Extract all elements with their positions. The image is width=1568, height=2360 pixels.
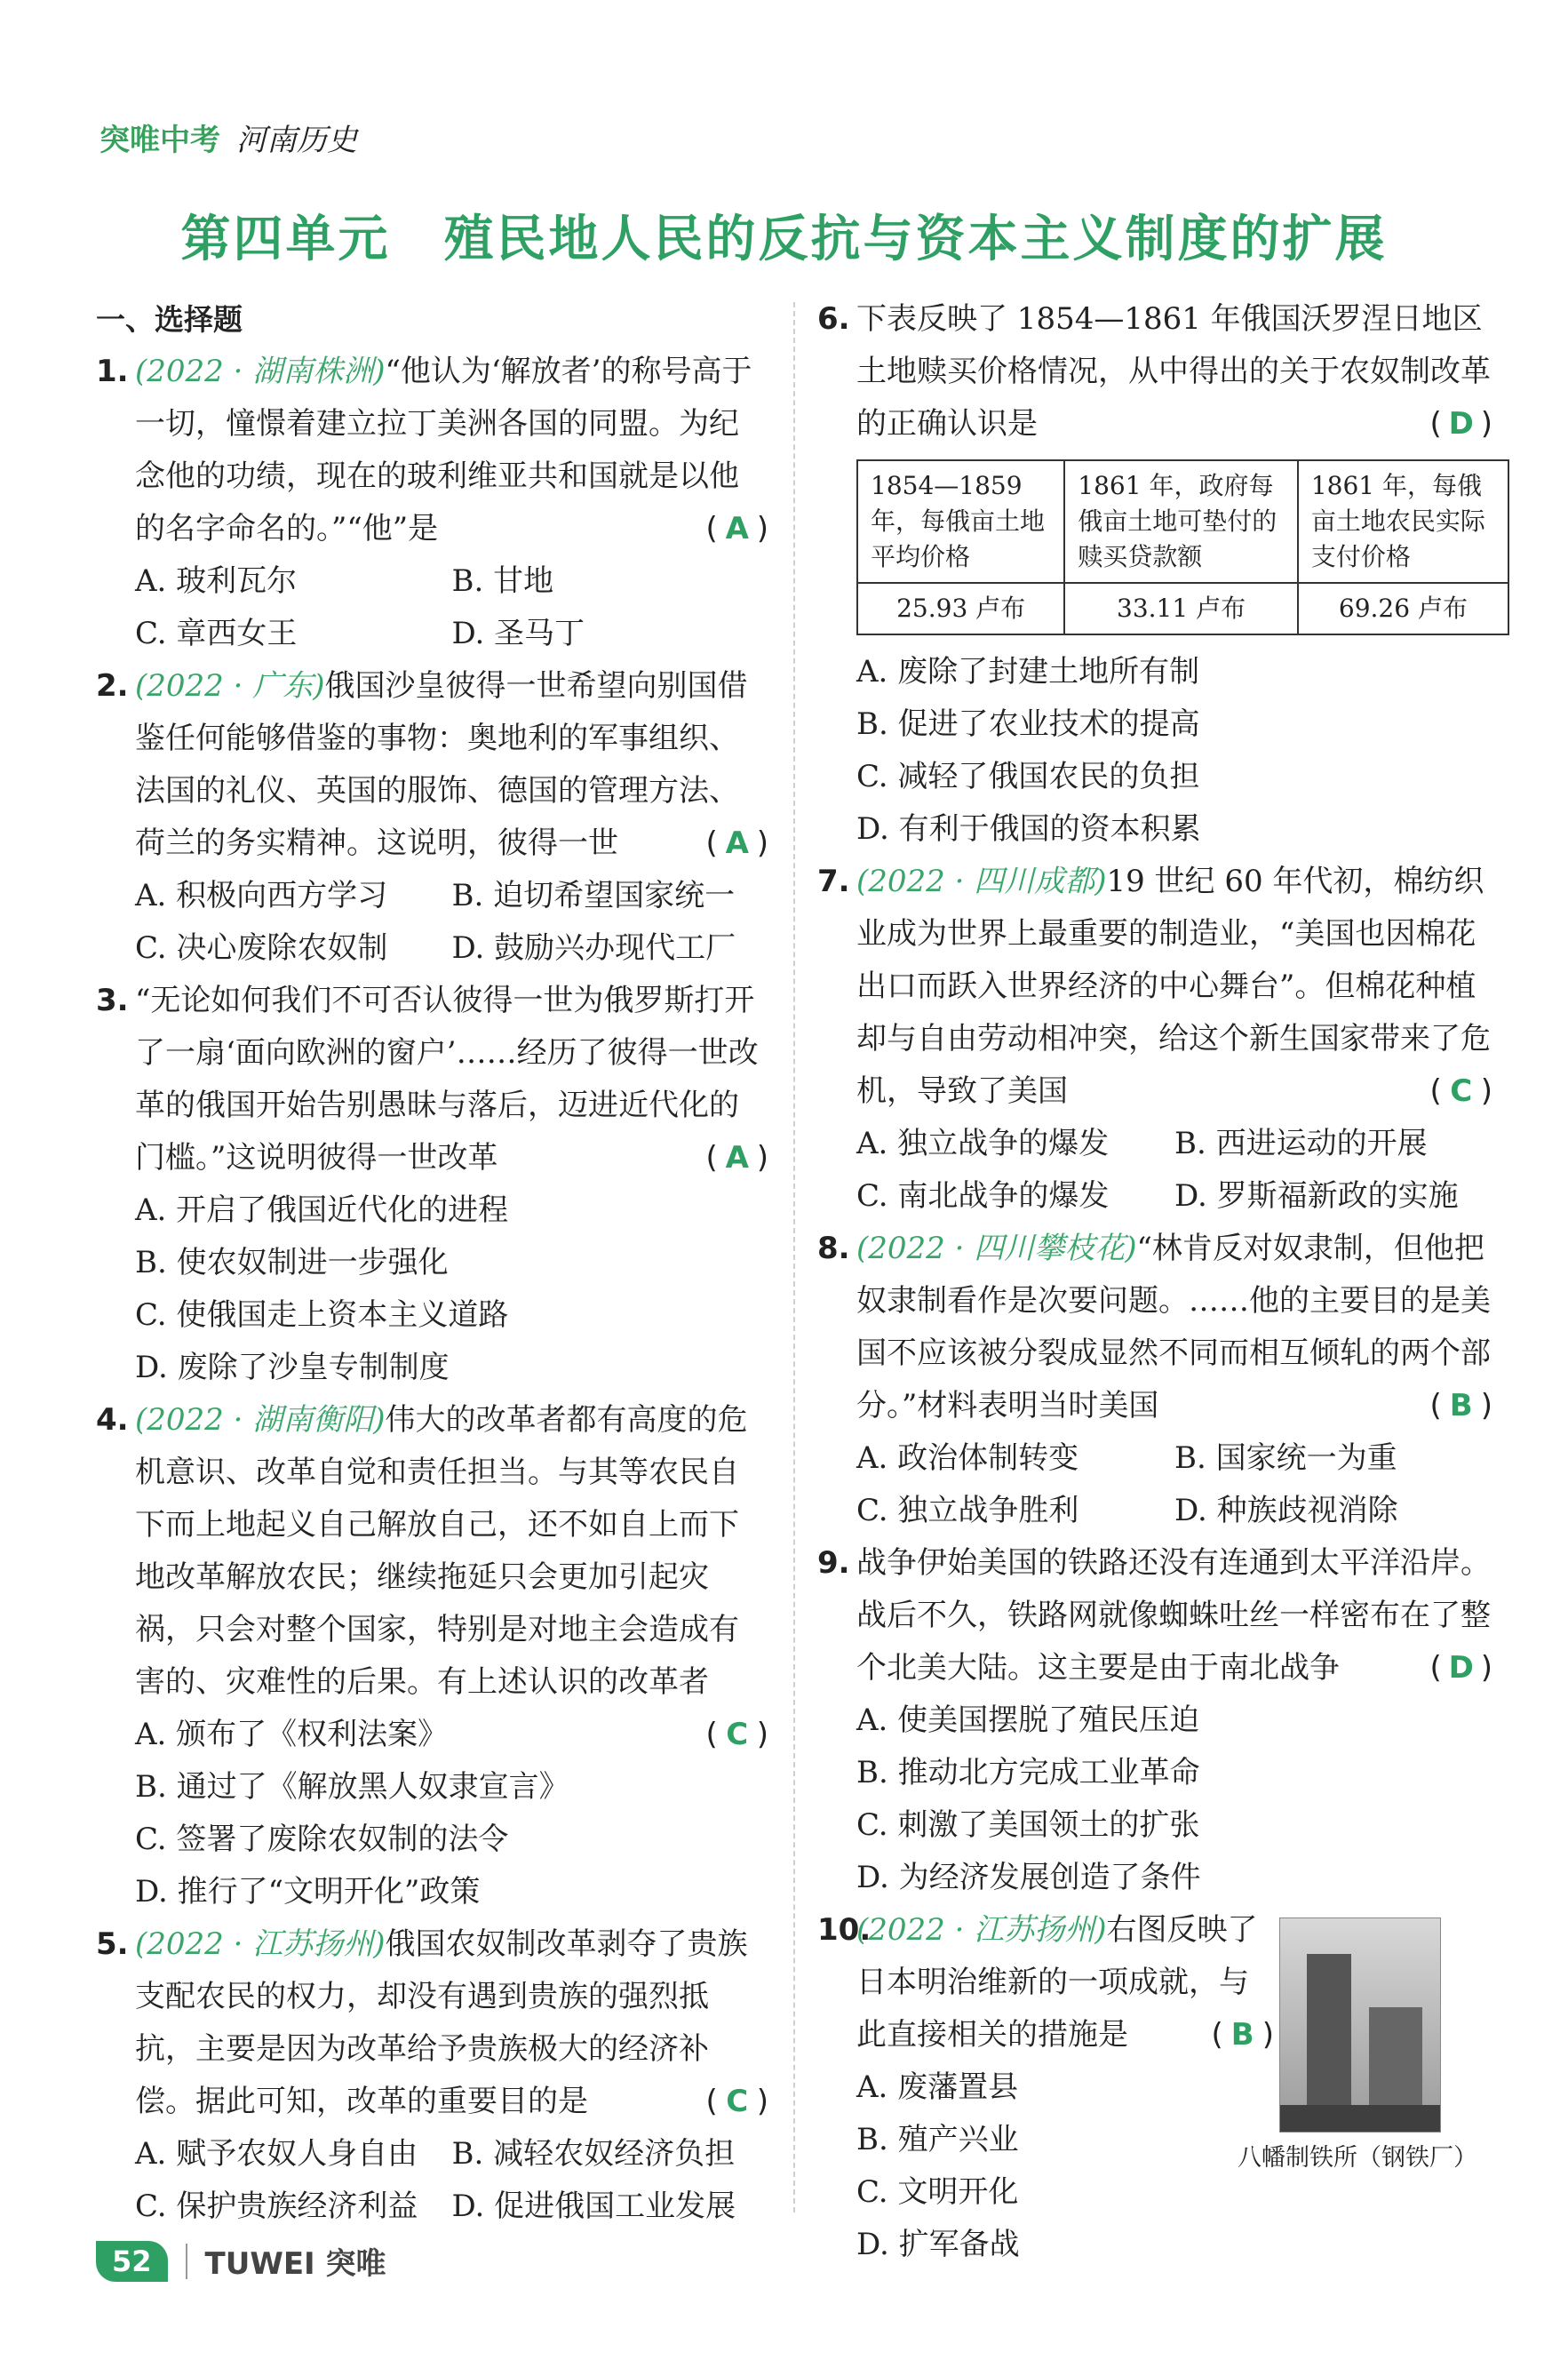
options <box>856 2061 1274 2271</box>
option: C. 独立战争胜利 <box>856 1493 1079 1528</box>
table-value-cell: 33.11 卢布 <box>1064 583 1298 634</box>
footer-brand: TUWEI 突唯 <box>204 2246 386 2282</box>
option: A. 积极向西方学习 <box>135 878 388 913</box>
table-header-cell: 1854—1859 年，每俄亩土地平均价格 <box>857 460 1064 583</box>
question-text: 19 世纪 60 年代初，棉纺织业成为世界上最重要的制造业，“美国也因棉花出口而跃入世界经济的中心舞台”。但棉花种植却与自由劳动相冲突，给这个新生国家带来了危机，导致了美国 <box>856 864 1491 1109</box>
table-header-cell: 1861 年，每俄亩土地农民实际支付价格 <box>1298 460 1508 583</box>
answer-letter: B <box>1230 2017 1254 2053</box>
column-divider <box>793 302 795 2212</box>
answer-box: ( B ) <box>1211 2009 1274 2061</box>
unit-title <box>0 200 1568 271</box>
option: D. 种族歧视消除 <box>1174 1493 1398 1528</box>
option: B. 国家统一为重 <box>1174 1440 1397 1476</box>
question-text: “无论如何我们不可否认彼得一世为俄罗斯打开了一扇‘面向欧洲的窗户’……经历了彼得一世改革的俄国开始告别愚昧与落后，迈进近代化的门槛。”这说明彼得一世改革 <box>135 983 759 1176</box>
question-text: 右图反映了日本明治维新的一项成就，与此直接相关的措施是 <box>856 1912 1258 2053</box>
option: C. 保护贵族经济利益 <box>135 2189 418 2224</box>
option: B. 使农奴制进一步强化 <box>135 1245 449 1280</box>
option: A. 使美国摆脱了殖民压迫 <box>856 1702 1200 1738</box>
section-heading: 一、选择题 <box>96 302 243 337</box>
answer-letter: A <box>725 1140 749 1176</box>
answer-letter: D <box>1448 1650 1474 1686</box>
unit-name: 殖民地人民的反抗与资本主义制度的扩展 <box>443 211 1388 268</box>
options <box>135 555 768 660</box>
option: D. 废除了沙皇专制制度 <box>135 1350 450 1385</box>
question-source: (2022 · 湖南株洲) <box>135 354 386 389</box>
question-number: 6. <box>817 301 850 337</box>
header-subject: 河南历史 <box>236 123 357 158</box>
table-value-cell: 25.93 卢布 <box>857 583 1064 634</box>
question-source: (2022 · 四川成都) <box>856 864 1107 899</box>
photo-caption: 八幡制铁所（钢铁厂） <box>1238 2144 1477 2172</box>
option: B. 西进运动的开展 <box>1174 1126 1428 1161</box>
option: A. 废藩置县 <box>856 2069 1019 2105</box>
page-footer <box>96 2239 386 2283</box>
option: A. 政治体制转变 <box>856 1440 1079 1476</box>
options <box>135 870 768 975</box>
question-text: 俄国沙皇彼得一世希望向别国借鉴任何能够借鉴的事物：奥地利的军事组织、法国的礼仪、英国的服饰、德国的管理方法、荷兰的务实精神。这说明，彼得一世 <box>135 668 748 861</box>
question-number: 7. <box>817 864 850 899</box>
question-number: 9. <box>817 1545 850 1581</box>
question-text: 战争伊始美国的铁路还没有连通到太平洋沿岸。战后不久，铁路网就像蜘蛛吐丝一样密布在了整个北美大陆。这主要是由于南北战争 <box>856 1545 1491 1686</box>
option: C. 南北战争的爆发 <box>856 1178 1110 1214</box>
page-number: 52 <box>96 2241 168 2282</box>
option: A. 开启了俄国近代化的进程 <box>135 1192 509 1228</box>
options <box>135 2128 768 2233</box>
answer-box: ( A ) <box>705 817 768 870</box>
furnace-tower <box>1307 1954 1351 2114</box>
answer-letter: C <box>726 1717 749 1752</box>
answer-box: ( A ) <box>705 1132 768 1184</box>
option: C. 章西女王 <box>135 616 298 651</box>
question-8 <box>817 1223 1492 1537</box>
answer-letter: B <box>1449 1388 1473 1423</box>
option: D. 为经济发展创造了条件 <box>856 1860 1201 1895</box>
answer-letter: D <box>1448 406 1474 442</box>
options <box>856 1118 1492 1223</box>
options <box>856 646 1492 856</box>
option: D. 圣马丁 <box>451 616 585 651</box>
footer-separator <box>186 2244 187 2279</box>
table-header-cell: 1861 年，政府每俄亩土地可垫付的赎买贷款额 <box>1064 460 1298 583</box>
question-number: 1. <box>96 354 129 389</box>
question-number: 2. <box>96 668 129 704</box>
options <box>856 1432 1492 1537</box>
question-6 <box>817 293 1492 856</box>
option: B. 殖产兴业 <box>856 2122 1019 2157</box>
header-brand: 突唯中考 <box>99 123 220 158</box>
options <box>135 1184 768 1394</box>
question-number: 8. <box>817 1231 850 1266</box>
answer-box: ( C ) <box>705 2076 768 2128</box>
question-source: (2022 · 广东) <box>135 668 325 704</box>
question-4 <box>96 1394 768 1918</box>
question-text: 伟大的改革者都有高度的危机意识、改革自觉和责任担当。与其等农民自下而上地起义自己解放自己，还不如自上而下地改革解放农民；继续拖延只会更加引起灾祸，只会对整个国家，特别是对地主会造成有害的、灾难性的后果。有上述认识的改革者 <box>135 1402 748 1700</box>
steelworks-photo <box>1279 1917 1441 2133</box>
page-header <box>99 116 357 159</box>
question-3 <box>96 975 768 1394</box>
option: D. 促进俄国工业发展 <box>451 2189 736 2224</box>
question-source: (2022 · 江苏扬州) <box>856 1912 1107 1948</box>
option: A. 废除了封建土地所有制 <box>856 654 1200 690</box>
unit-number: 第四单元 <box>180 211 391 268</box>
option: D. 鼓励兴办现代工厂 <box>451 930 736 966</box>
option: A. 玻利瓦尔 <box>135 563 298 599</box>
option: D. 推行了“文明开化”政策 <box>135 1874 481 1910</box>
option: B. 推动北方完成工业革命 <box>856 1755 1200 1790</box>
question-source: (2022 · 四川攀枝花) <box>856 1231 1137 1266</box>
option: C. 刺激了美国领土的扩张 <box>856 1807 1200 1843</box>
question-number: 3. <box>96 983 129 1018</box>
question-text: “他认为‘解放者’的称号高于一切，憧憬着建立拉丁美洲各国的同盟。为纪念他的功绩，现在的玻利维亚共和国就是以他的名字命名的。”“他”是 <box>135 354 752 546</box>
factory-building <box>1369 2007 1422 2114</box>
answer-letter: C <box>726 2084 749 2119</box>
answer-box: ( C ) <box>705 1709 768 1761</box>
ground-crowd <box>1280 2105 1440 2132</box>
answer-box: ( A ) <box>705 503 768 555</box>
answer-letter: A <box>725 511 749 546</box>
question-5 <box>96 1918 768 2233</box>
left-column <box>96 293 768 2233</box>
option: C. 决心废除农奴制 <box>135 930 388 966</box>
question-text: “林肯反对奴隶制，但他把奴隶制看作是次要问题。……他的主要目的是美国不应该被分裂成显然不同而相互倾轧的两个部分。”材料表明当时美国 <box>856 1231 1491 1423</box>
question-number: 5. <box>96 1926 129 1962</box>
option: A. 赋予农奴人身自由 <box>135 2136 418 2172</box>
question-text: 下表反映了 1854—1861 年俄国沃罗涅日地区土地赎买价格情况，从中得出的关于农奴制改革的正确认识是 <box>856 301 1491 442</box>
option: B. 迫切希望国家统一 <box>451 878 736 913</box>
option: B. 减轻农奴经济负担 <box>451 2136 736 2172</box>
option: D. 有利于俄国的资本积累 <box>856 811 1201 847</box>
option: C. 减轻了俄国农民的负担 <box>856 759 1200 794</box>
question-text: 俄国农奴制改革剥夺了贵族支配农民的权力，却没有遇到贵族的强烈抵抗，主要是因为改革给予贵族极大的经济补偿。据此可知，改革的重要目的是 <box>135 1926 748 2119</box>
options <box>856 1694 1492 1904</box>
question-number: 4. <box>96 1402 129 1438</box>
option: C. 文明开化 <box>856 2174 1019 2210</box>
option: A. 颁布了《权利法案》 <box>135 1717 449 1752</box>
question-source: (2022 · 湖南衡阳) <box>135 1402 386 1438</box>
option: C. 使俄国走上资本主义道路 <box>135 1297 509 1333</box>
option: D. 扩军备战 <box>856 2227 1020 2262</box>
question-number: 10. <box>817 1912 872 1948</box>
answer-box: ( D ) <box>1429 1642 1492 1694</box>
option: B. 通过了《解放黑人奴隶宣言》 <box>135 1769 569 1805</box>
price-table <box>856 459 1509 635</box>
question-7 <box>817 856 1492 1223</box>
options <box>135 1709 705 1918</box>
answer-letter: C <box>1450 1073 1473 1109</box>
question-2 <box>96 660 768 975</box>
option: B. 甘地 <box>451 563 554 599</box>
question-10 <box>817 1904 1274 2271</box>
question-1 <box>96 346 768 660</box>
question-source: (2022 · 江苏扬州) <box>135 1926 386 1962</box>
option: A. 独立战争的爆发 <box>856 1126 1110 1161</box>
option: D. 罗斯福新政的实施 <box>1174 1178 1459 1214</box>
table-value-cell: 69.26 卢布 <box>1298 583 1508 634</box>
answer-box: ( D ) <box>1429 398 1492 450</box>
question-9 <box>817 1537 1492 1904</box>
answer-box: ( B ) <box>1429 1380 1492 1432</box>
answer-box: ( C ) <box>1429 1065 1492 1118</box>
answer-letter: A <box>725 825 749 861</box>
option: B. 促进了农业技术的提高 <box>856 706 1200 742</box>
option: C. 签署了废除农奴制的法令 <box>135 1822 509 1857</box>
